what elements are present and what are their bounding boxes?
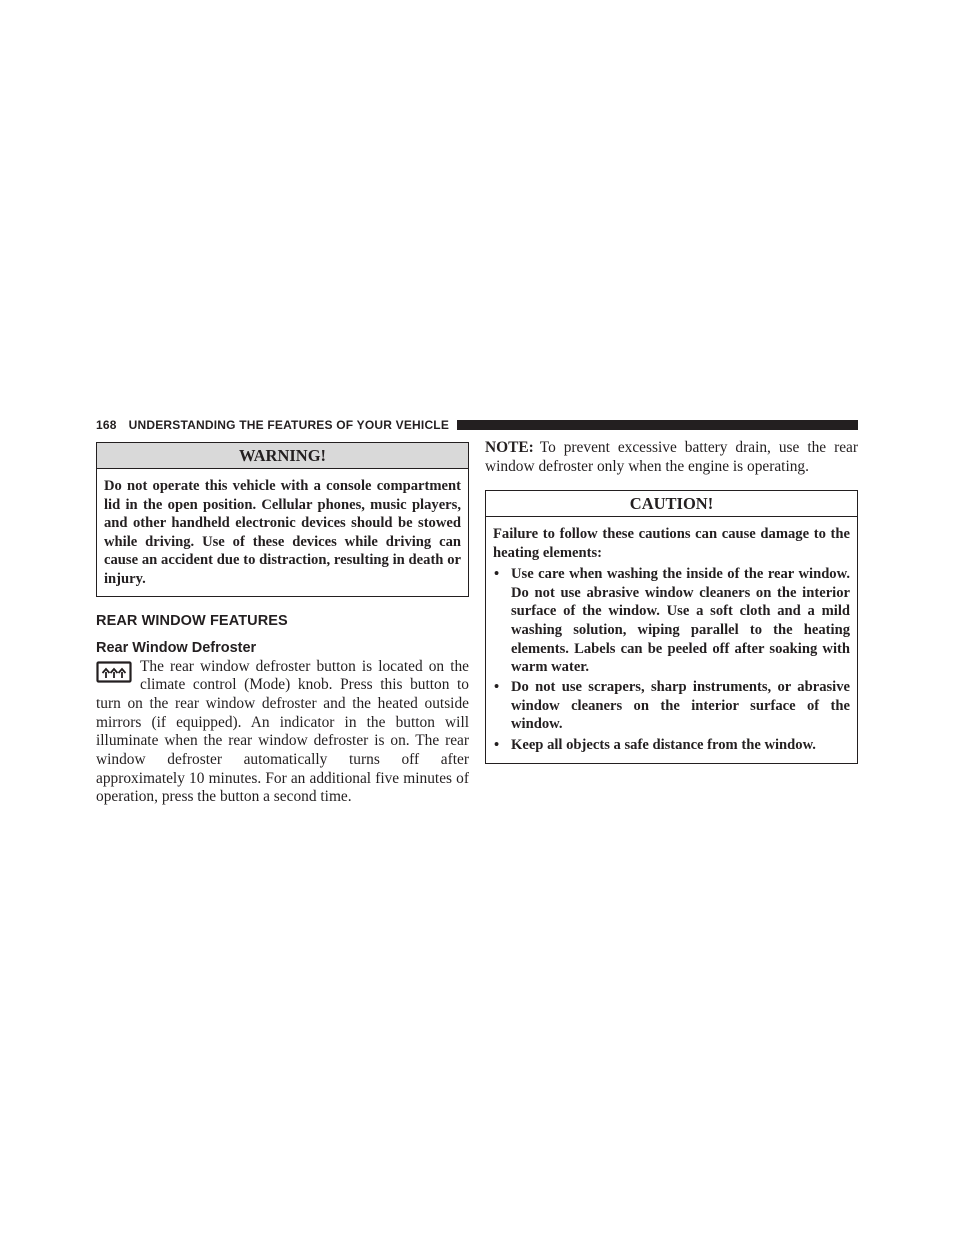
caution-list	[493, 565, 850, 754]
caution-item	[493, 678, 850, 734]
caution-item-text: Keep all objects a safe distance from the window.	[511, 736, 816, 753]
warning-text: Do not operate this vehicle with a console compartment lid in the open position. Cellular phones, music players, and other handheld electronic devices should be stowed while driving. Use of these devices while driving can cause an accident due to distraction, resulting in death or injury.	[104, 478, 461, 587]
rear-defroster-icon	[96, 661, 132, 683]
chapter-title: UNDERSTANDING THE FEATURES OF YOUR VEHICLE	[128, 418, 450, 432]
page-header	[96, 416, 858, 434]
bullet-icon: •	[494, 679, 500, 696]
caution-item	[493, 565, 850, 677]
caution-item-text: Use care when washing the inside of the rear window. Do not use abrasive window cleaners on the interior surface of the window. Use a soft cloth and a mild washing solution, wiping parallel to the heating elements. Labels can be peeled off after soaking with warm water.	[511, 566, 850, 676]
caution-item	[493, 736, 850, 755]
right-column	[485, 438, 858, 764]
warning-box	[96, 442, 469, 597]
note-text: To prevent excessive battery drain, use the rear window defroster only when the engine is operating.	[485, 439, 858, 475]
left-column	[96, 442, 469, 807]
caution-item-text: Do not use scrapers, sharp instruments, or abrasive window cleaners on the interior surface of the window.	[511, 679, 850, 733]
caution-box	[485, 490, 858, 764]
page-number: 168	[96, 418, 117, 432]
header-rule	[457, 420, 858, 430]
defroster-paragraph-text: The rear window defroster button is located on the climate control (Mode) knob. Press this button to turn on the rear window defroster and the heated outside mirrors (if equipped). An indicator in the button will illuminate when the rear window defroster is on. The rear window defroster automatically turns off after approximately 10 minutes. For an additional five minutes of operation, press the button a second time.	[96, 657, 469, 806]
bullet-icon: •	[494, 566, 500, 583]
defroster-paragraph	[96, 658, 469, 808]
caution-title: CAUTION!	[486, 491, 857, 517]
subsection-heading: Rear Window Defroster	[96, 639, 257, 656]
section-heading: REAR WINDOW FEATURES	[96, 612, 288, 629]
caution-body	[486, 517, 857, 763]
warning-title: WARNING!	[97, 443, 468, 469]
note-label: NOTE:	[485, 439, 534, 456]
bullet-icon: •	[494, 736, 500, 753]
note-paragraph	[485, 438, 858, 476]
caution-intro: Failure to follow these cautions can cause damage to the heating elements:	[493, 526, 850, 561]
